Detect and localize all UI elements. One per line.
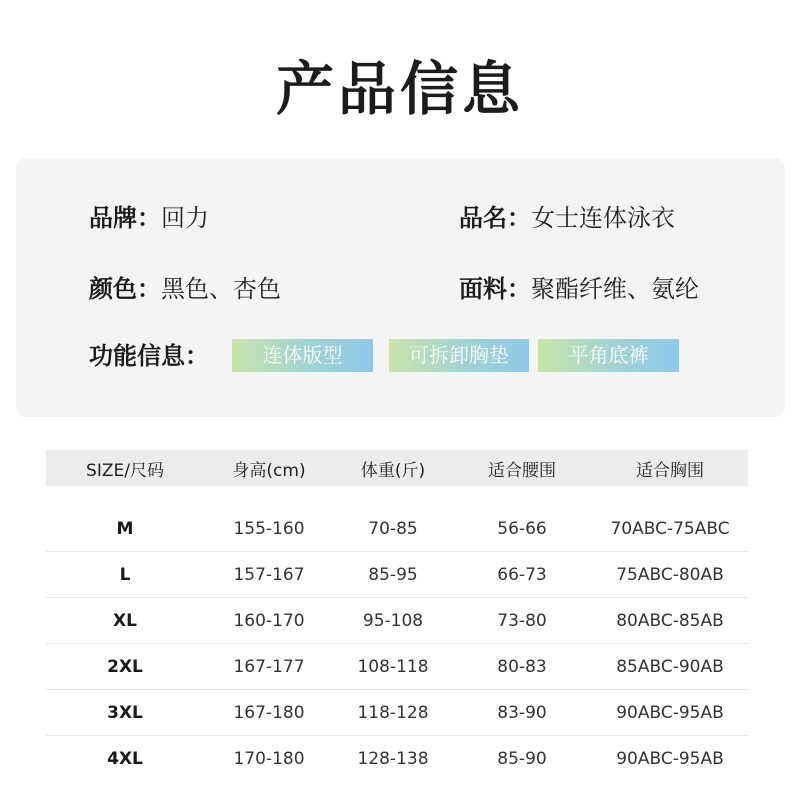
waist-cell: 66-73 [497, 564, 547, 585]
size-cell: L [119, 564, 131, 585]
waist-cell: 80-83 [497, 656, 547, 677]
size-cell: 2XL [107, 656, 143, 677]
waist-cell: 56-66 [497, 518, 547, 539]
table-row [46, 598, 748, 644]
bust-cell: 90ABC-95AB [616, 702, 724, 723]
brand-label: 品牌： [89, 204, 161, 232]
table-header [46, 450, 748, 486]
size-table [46, 450, 748, 769]
weight-cell: 118-128 [357, 702, 429, 723]
features-row [89, 341, 209, 371]
header-weight: 体重(斤) [360, 460, 426, 481]
bust-cell: 70ABC-75ABC [610, 518, 730, 539]
bust-cell: 80ABC-85AB [616, 610, 724, 631]
waist-cell: 85-90 [497, 749, 547, 769]
product-name-value: 女士连体泳衣 [531, 204, 675, 232]
height-cell: 170-180 [233, 749, 305, 769]
size-cell: XL [113, 610, 137, 631]
height-cell: 167-177 [233, 656, 305, 677]
bust-cell: 85ABC-90AB [616, 656, 724, 677]
waist-cell: 83-90 [497, 702, 547, 723]
height-cell: 155-160 [233, 518, 305, 539]
page-title: 产品信息 [275, 55, 524, 123]
color-value: 黑色、杏色 [161, 275, 281, 303]
table-row [46, 736, 748, 782]
table-row [46, 552, 748, 598]
fabric-label: 面料： [459, 275, 531, 303]
header-size: SIZE/尺码 [86, 460, 164, 481]
table-body [46, 506, 748, 782]
weight-cell: 128-138 [357, 749, 429, 769]
waist-cell: 73-80 [497, 610, 547, 631]
table-row [46, 506, 748, 552]
color-label: 颜色： [89, 275, 161, 303]
header-bust: 适合胸围 [636, 460, 704, 481]
fabric-row [459, 274, 699, 304]
table-row [46, 690, 748, 736]
features-label: 功能信息： [89, 342, 209, 370]
feature-tag-one-piece: 连体版型 [232, 339, 373, 372]
bust-cell: 90ABC-95AB [616, 749, 724, 769]
product-name-row [459, 203, 675, 233]
product-name-label: 品名： [459, 204, 531, 232]
table-row [46, 644, 748, 690]
color-row [89, 274, 281, 304]
brand-value: 回力 [161, 204, 209, 232]
header-height: 身高(cm) [232, 460, 306, 481]
fabric-value: 聚酯纤维、氨纶 [531, 275, 699, 303]
feature-tag-boyshort-bottom: 平角底裤 [538, 339, 679, 372]
bust-cell: 75ABC-80AB [616, 564, 724, 585]
header-waist: 适合腰围 [488, 460, 556, 481]
height-cell: 160-170 [233, 610, 305, 631]
weight-cell: 108-118 [357, 656, 429, 677]
brand-row [89, 203, 209, 233]
weight-cell: 95-108 [362, 610, 424, 631]
weight-cell: 85-95 [368, 564, 418, 585]
weight-cell: 70-85 [368, 518, 418, 539]
size-cell: 3XL [107, 702, 143, 723]
height-cell: 167-180 [233, 702, 305, 723]
size-cell: 4XL [107, 749, 143, 769]
height-cell: 157-167 [233, 564, 305, 585]
feature-tag-removable-pads: 可拆卸胸垫 [389, 339, 529, 372]
size-cell: M [116, 518, 134, 539]
